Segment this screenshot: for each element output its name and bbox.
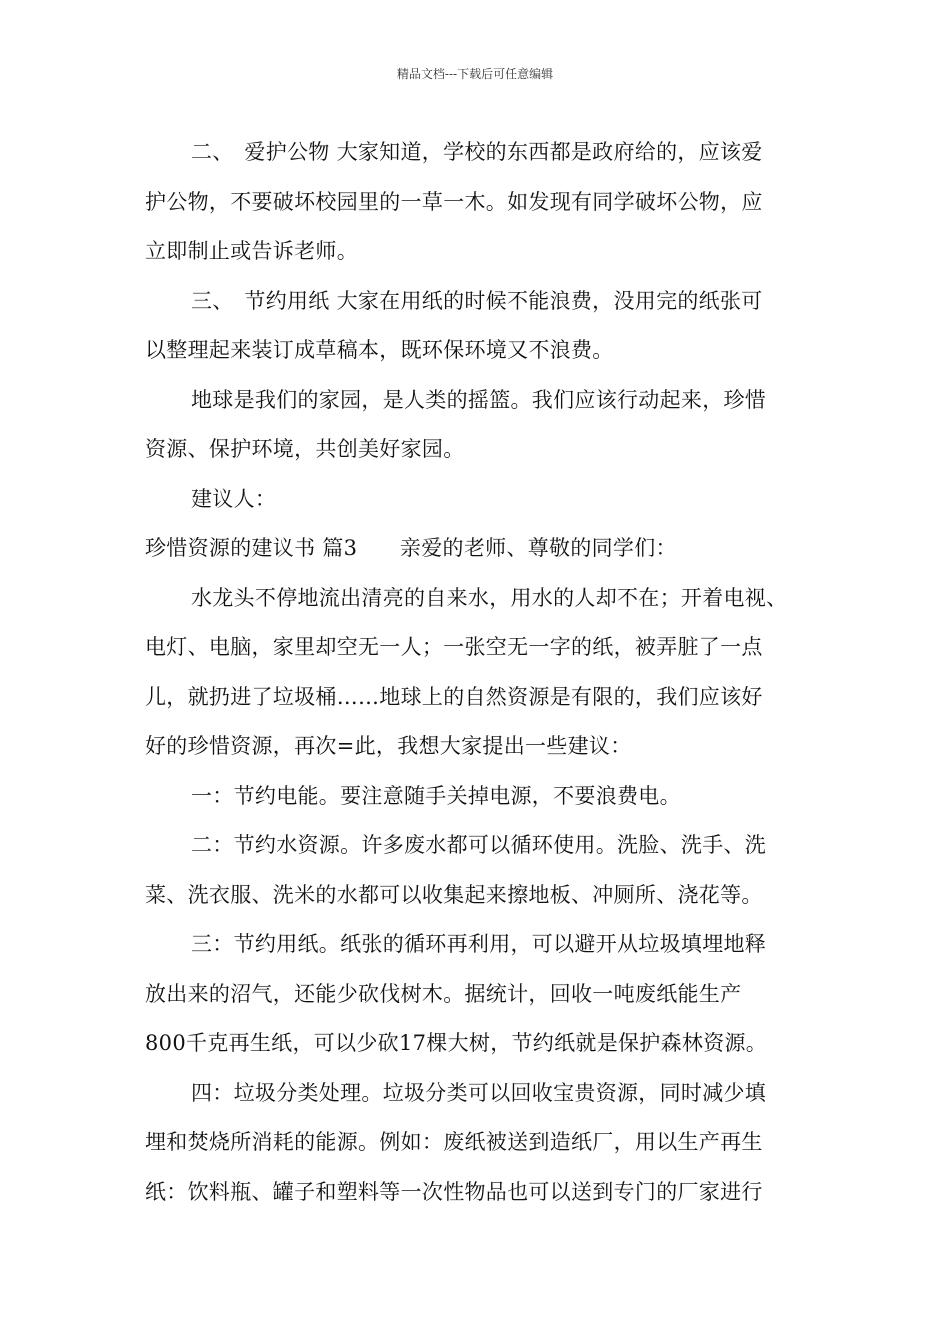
text-line: 以整理起来装订成草稿本，既环保环境又不浪费。 (145, 338, 614, 362)
text-line: 菜、洗衣服、洗米的水都可以收集起来擦地板、冲厕所、浇花等。 (145, 882, 763, 907)
document-body (145, 128, 810, 1217)
text-line: 立即制止或告诉老师。 (145, 239, 358, 263)
text-line: 埋和焚烧所消耗的能源。例如：废纸被送到造纸厂，用以生产再生 (145, 1130, 763, 1154)
text-line: 三、 节约用纸 大家在用纸的时候不能浪费，没用完的纸张可 (191, 288, 763, 313)
text-line: 放出来的沼气，还能少砍伐树木。据统计，回收一吨废纸能生产 (145, 981, 742, 1006)
text-line: 800千克再生纸，可以少砍17棵大树，节约纸就是保护森林资源。 (145, 1031, 768, 1055)
text-line: 儿，就扔进了垃圾桶……地球上的自然资源是有限的，我们应该好 (145, 684, 763, 709)
text-line: 一：节约电能。要注意随手关掉电源，不要浪费电。 (191, 783, 681, 808)
text-line: 三：节约用纸。纸张的循环再利用，可以避开从垃圾填埋地释 (191, 932, 767, 956)
text-line: 二：节约水资源。许多废水都可以循环使用。洗脸、洗手、洗 (191, 833, 767, 857)
text-line: 水龙头不停地流出清亮的自来水，用水的人却不在；开着电视、 (191, 585, 788, 610)
text-line: 二、 爱护公物 大家知道，学校的东西都是政府给的，应该爱 (191, 140, 763, 164)
section-title: 珍惜资源的建议书 篇3 亲爱的老师、尊敬的同学们： (145, 536, 677, 560)
text-line: 资源、保护环境，共创美好家园。 (145, 437, 465, 461)
page-header: 精品文档---下载后可任意编辑 (396, 67, 554, 81)
text-line: 建议人： (191, 486, 277, 511)
text-line: 四：垃圾分类处理。垃圾分类可以回收宝贵资源，同时减少填 (191, 1080, 767, 1105)
text-line: 纸：饮料瓶、罐子和塑料等一次性物品也可以送到专门的厂家进行 (145, 1179, 763, 1204)
text-line: 好的珍惜资源，再次=此，我想大家提出一些建议： (145, 734, 632, 758)
text-line: 护公物，不要破坏校园里的一草一木。如发现有同学破坏公物，应 (145, 189, 763, 214)
text-line: 地球是我们的家园，是人类的摇篮。我们应该行动起来，珍惜 (191, 387, 767, 412)
text-line: 电灯、电脑，家里却空无一人；一张空无一字的纸，被弄脏了一点 (145, 635, 763, 659)
